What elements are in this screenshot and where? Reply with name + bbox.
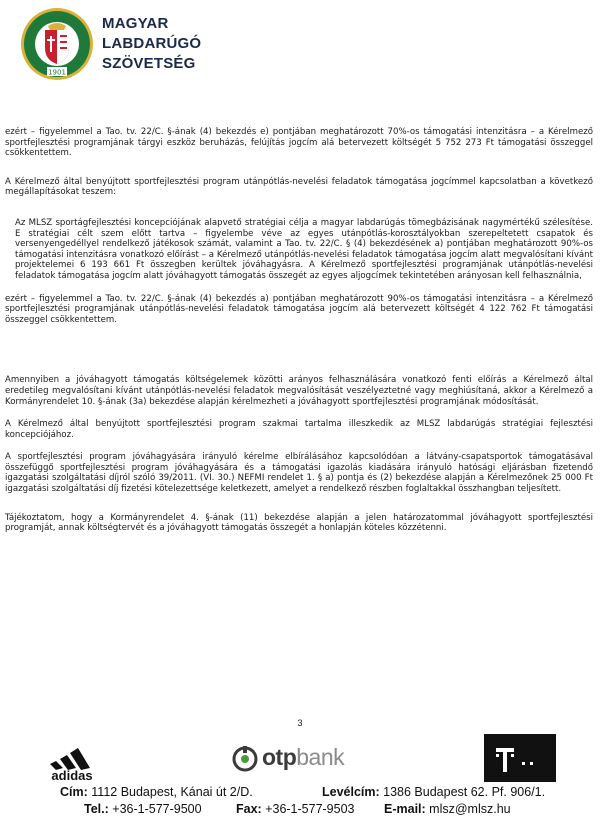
- org-line-2: LABDARÚGÓ: [102, 35, 202, 52]
- org-line-1: MAGYAR: [102, 15, 169, 32]
- fax-label: Fax:: [236, 802, 262, 816]
- email-line: [384, 801, 511, 818]
- sponsor-strip: [0, 734, 600, 784]
- email-label: E-mail:: [384, 802, 426, 816]
- letterhead: [18, 6, 318, 82]
- document-body: [5, 127, 593, 534]
- address-value: 1112 Budapest, Kánai út 2/D.: [91, 785, 253, 799]
- telekom-logo: [484, 734, 556, 782]
- email-link[interactable]: mlsz@mlsz.hu: [429, 802, 511, 816]
- otp-symbol-icon: [232, 746, 258, 772]
- page-number: 3: [297, 718, 303, 728]
- telekom-t-icon: [484, 734, 556, 782]
- adidas-wordmark: adidas: [51, 768, 93, 782]
- phone-line: [84, 801, 202, 818]
- paragraph-strategy-fit: A Kérelmező által benyújtott sportfejlesztési program szakmai tartalma illeszkedik az MLSZ labdarúgás stratégiai fejlesztési koncepciójához.: [5, 419, 593, 440]
- organization-name: [102, 14, 201, 74]
- phone-value: +36-1-577-9500: [112, 802, 202, 816]
- paragraph-modification: Amennyiben a jóváhagyott támogatás költségelemek közötti arányos felhasználására vonatkozó fenti előírás a Kérelmező által eredetileg megvalósítani kívánt utánpótlás-nevelési feladatok megvalósítását veszélyeztetné vagy meghiúsítaná, akkor a Kérelmező a Kormányrendelet 10. §-ának (3a) bekezdése alapján kérelmezheti a jóváhagyott sportfejlesztési programjának módosítását.: [5, 375, 593, 407]
- otp-wordmark: otp: [262, 744, 297, 770]
- phone-label: Tel.:: [84, 802, 109, 816]
- address-label: Cím:: [60, 785, 88, 799]
- paragraph-fee: A sportfejlesztési program jóváhagyására irányuló kérelme elbírálásához kapcsolódóan a látvány-csapatsportok támogatásával összefüggő sportfejlesztési program jóváhagyására és a támogatási igazolás kiadására irányuló hatósági eljárásban fizetendő igazgatási szolgáltatási díjról szóló 39/2011. (VI. 30.) NEFMI rendelet 1. § a) pontja és (2) bekezdése alapján a Kérelmezőnek 25 000 Ft igazgatási szolgáltatási díj fizetési kötelezettsége keletkezett, amelyet a rendelkező részben foglaltakkal összhangban teljesített.: [5, 452, 593, 495]
- mail-address-line: [322, 784, 545, 801]
- paragraph-tao-reduction-1: ezért – figyelemmel a Tao. tv. 22/C. §-ának (4) bekezdés e) pontjában meghatározott 70%-os támogatási intenzitásra – a Kérelmező sportfejlesztési programjának tárgyi eszköz beruházás, felújítás jogcím alá betervezett költségét 5 752 273 Ft támogatási összeggel csökkentettem.: [5, 127, 593, 159]
- fax-line: [236, 801, 355, 818]
- org-line-3: SZÖVETSÉG: [102, 55, 196, 72]
- paragraph-strategy: Az MLSZ sportágfejlesztési koncepciójának alapvető stratégiai célja a magyar labdarúgás tömegbázisának nagymértékű szélesítése. E stratégiai célt szem előtt tartva – figyelembe véve az egyes utánpótlás-korosztályokban szerepeltetett csapatok és versenyengedéllyel rendelkező játékosok számát, valamint a Tao. tv. 22/C. § (4) bekezdésének a) pontjában meghatározott 90%-os támogatási intenzitásra vonatkozó előírást – a Kérelmező utánpótlás-nevelési feladatok támogatása jogcím alatt megvalósítani kívánt projektelemei 6 193 661 Ft összegben kerültek jóváhagyásra. A Kérelmező sportfejlesztési programjának utánpótlás-nevelési feladatok támogatása jogcím alatt jóváhagyott támogatás összegét az egyes aljogcímek tekintetében arányosan kell felhasználnia,: [15, 217, 593, 281]
- mail-address-value: 1386 Budapest 62. Pf. 906/1.: [383, 785, 546, 799]
- otpbank-logo: [232, 744, 372, 774]
- bank-wordmark: bank: [296, 744, 345, 770]
- adidas-logo: [36, 734, 108, 782]
- paragraph-tao-reduction-2: ezért – figyelemmel a Tao. tv. 22/C. §-ának (4) bekezdés a) pontjában meghatározott 90%-os támogatási intenzitásra – a Kérelmező sportfejlesztési programjának utánpótlás-nevelési feladatok támogatása jogcím alá betervezett költségét 4 122 762 Ft támogatási összeggel csökkentettem.: [5, 293, 593, 325]
- fax-value: +36-1-577-9503: [265, 802, 355, 816]
- crest-year: 1901: [48, 68, 66, 77]
- paragraph-publication: Tájékoztatom, hogy a Kormányrendelet 4. §-ának (11) bekezdése alapján a jelen határozatommal jóváhagyott sportfejlesztési programját, annak költségtervét és a jóváhagyott támogatás összegét a honlapján köteles közzétenni.: [5, 512, 593, 534]
- mail-address-label: Levélcím:: [322, 785, 380, 799]
- address-line: [60, 784, 253, 801]
- mlsz-crest-logo: [18, 6, 96, 82]
- paragraph-findings-intro: A Kérelmező által benyújtott sportfejlesztési program utánpótlás-nevelési feladatok támogatása jogcímmel kapcsolatban a következő megállapításokat teszem:: [5, 176, 593, 198]
